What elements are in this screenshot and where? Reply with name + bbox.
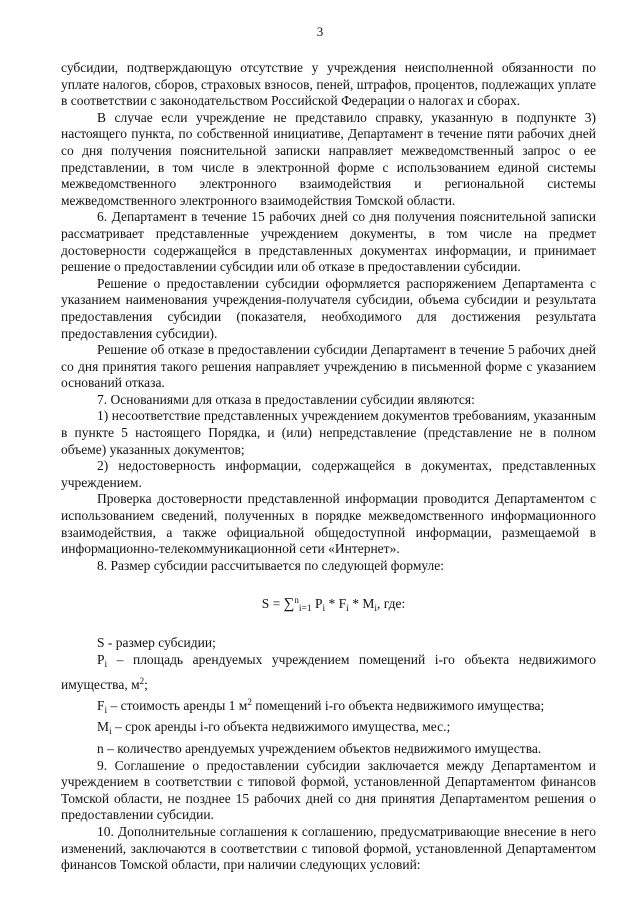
sum-symbol: ∑ bbox=[283, 596, 295, 613]
definition-f: $F_i$ – стоимость аренды 1 $м^2$ помещений i-го объекта недвижимого имущества; bbox=[97, 696, 545, 716]
paragraph: 10. Дополнительные соглашения к соглашению, предусматривающие внесение в него изменений, заключаются в соответствии с типовой формой, установленной Департаментом финансов Томской области, при наличии следующих условий: bbox=[61, 823, 596, 873]
paragraph: 2) недостоверность информации, содержащейся в документах, представленных учреждением. bbox=[61, 458, 596, 490]
paragraph: Проверка достоверности представленной информации проводится Департаментом с использованием сведений, полученных в порядке межведомственного информационного взаимодействия, а также официальной общедоступной информации, размещаемой в информационно-телекоммуникационной сети «Интернет». bbox=[61, 491, 596, 557]
definition-s: S - размер субсидии; bbox=[97, 635, 216, 650]
formula-operator: * bbox=[328, 596, 336, 612]
paragraph: В случае если учреждение не представило справку, указанную в подпункте 3) настоящего пункта, по собственной инициативе, Департамент в течение пяти рабочих дней со дня получения пояснительной записки направляет межведомственный запрос о ее представлении, в том числе в электронной форме с использованием единой системы межведомственного электронного взаимодействия и региональной системы межведомственного электронного взаимодействия Томской области. bbox=[61, 109, 596, 208]
formula-term-p: P bbox=[315, 596, 323, 612]
formula-index: i bbox=[346, 604, 349, 615]
paragraph: субсидии, подтверждающую отсутствие у учреждения неисполненной обязанности по уплате налогов, сборов, страховых взносов, пеней, штрафов, процентов, подлежащих уплате в соответствии с законодательством Российской Федерации о налогах и сборах. bbox=[61, 60, 596, 109]
sum-lower-limit: i=1 bbox=[298, 604, 312, 615]
page-number: 3 bbox=[316, 24, 324, 39]
formula-term-f: F bbox=[338, 596, 347, 612]
paragraph: 6. Департамент в течение 15 рабочих дней со дня получения пояснительной записки рассматривает представленные учреждением документы, в том числе на предмет достоверности содержащейся в представленных документах информации, и принимает решение о предоставлении субсидии или об отказе в предоставлении субсидии. bbox=[61, 209, 596, 275]
paragraph: 9. Соглашение о предоставлении субсидии заключается между Департаментом и учреждением в соответствии с типовой формой, установленной Департаментом финансов Томской области, не позднее 15 рабочих дней со дня принятия Департаментом решения о предоставлении субсидии. bbox=[61, 757, 596, 823]
sum-upper-limit: n bbox=[294, 595, 299, 606]
paragraph: Решение о предоставлении субсидии оформляется распоряжением Департамента с указанием наименования учреждения-получателя субсидии, объема субсидии и результата предоставления субсидии (показателя, необходимого для достижения результата предоставления субсидии). bbox=[61, 275, 596, 341]
formula-term-m: M bbox=[362, 596, 375, 612]
formula-tail: , где: bbox=[376, 596, 406, 612]
paragraph: 7. Основаниями для отказа в предоставлении субсидии являются: bbox=[97, 391, 475, 407]
paragraph: Решение об отказе в предоставлении субсидии Департамент в течение 5 рабочих дней со дня принятия такого решения направляет учреждению в письменной форме с указанием оснований отказа. bbox=[61, 342, 596, 391]
paragraph: 1) несоответствие представленных учреждением документов требованиям, указанным в пункте 5 настоящего Порядка, и (или) непредставление (представление не в полном объеме) указанных документов; bbox=[61, 408, 596, 457]
subsidy-formula bbox=[61, 592, 596, 618]
formula-index: i bbox=[374, 604, 377, 615]
formula-lhs: S bbox=[261, 596, 270, 612]
formula-operator: * bbox=[352, 596, 359, 612]
formula-index: i bbox=[322, 604, 326, 615]
definition-n: n – количество арендуемых учреждением объектов недвижимого имущества. bbox=[97, 740, 542, 756]
definition-p: $P_i$ – площадь арендуемых учреждением помещений i-го объекта недвижимого имущества, $м^2$; bbox=[61, 651, 596, 693]
definition-m: $M_i$ – срок аренды i-го объекта недвижимого имущества, мес.; bbox=[97, 719, 451, 738]
document-body bbox=[61, 60, 596, 874]
formula-equals: = bbox=[272, 596, 281, 612]
paragraph: 8. Размер субсидии рассчитывается по следующей формуле: bbox=[97, 557, 445, 573]
